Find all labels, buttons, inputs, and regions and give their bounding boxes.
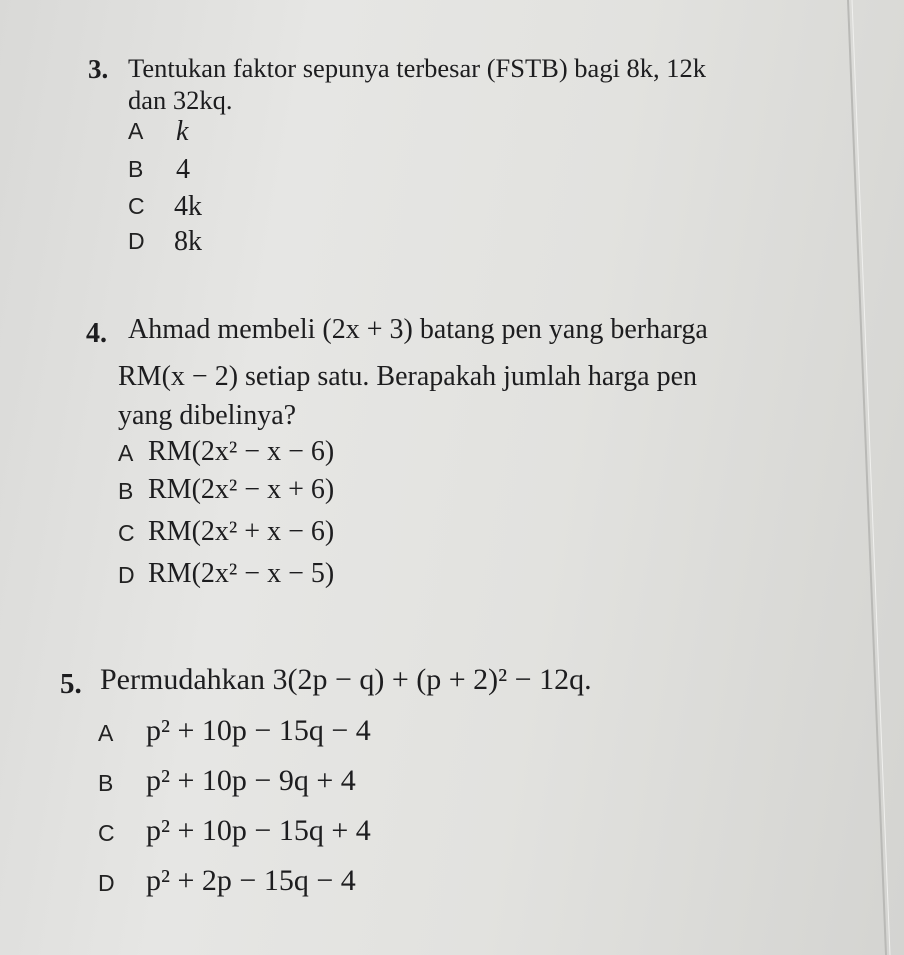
option-text: k bbox=[176, 116, 189, 147]
option-text: 4 bbox=[176, 154, 190, 185]
option-letter: D bbox=[118, 562, 135, 588]
question-stem bbox=[128, 80, 233, 120]
option-text: RM(2x² − x − 6) bbox=[148, 436, 335, 467]
question-stem: Permudahkan 3(2p − q) + (p + 2)² − 12q. bbox=[100, 663, 592, 696]
option-text: p² + 10p − 15q − 4 bbox=[146, 714, 371, 747]
question-number: 4. bbox=[86, 318, 107, 349]
option-letter: A bbox=[98, 720, 114, 746]
option-text: 8k bbox=[174, 226, 202, 257]
option-text: p² + 10p − 15q + 4 bbox=[146, 814, 371, 847]
option-letter: B bbox=[118, 478, 134, 504]
option-text: p² + 10p − 9q + 4 bbox=[146, 764, 356, 797]
option-text: p² + 2p − 15q − 4 bbox=[146, 864, 356, 897]
option-letter: A bbox=[128, 118, 144, 144]
option-letter: D bbox=[128, 228, 145, 254]
option-text: RM(2x² − x − 5) bbox=[148, 558, 335, 589]
question-stem-line-3: yang dibelinya? bbox=[118, 400, 297, 431]
question-stem-line-2: RM(x − 2) setiap satu. Berapakah jumlah harga pen bbox=[118, 361, 698, 392]
option-letter: C bbox=[118, 520, 135, 546]
option-letter: C bbox=[128, 193, 145, 219]
option-text: RM(2x² − x + 6) bbox=[148, 474, 335, 505]
option-letter: B bbox=[98, 770, 114, 796]
question-stem-line-1: Ahmad membeli (2x + 3) batang pen yang berharga bbox=[128, 314, 708, 345]
option-letter: C bbox=[98, 820, 115, 846]
option-letter: D bbox=[98, 870, 115, 896]
option-letter: B bbox=[128, 156, 144, 182]
option-text: 4k bbox=[174, 191, 202, 222]
option-text: RM(2x² + x − 6) bbox=[148, 516, 335, 547]
option-letter: A bbox=[118, 440, 134, 466]
question-number: 3. bbox=[88, 54, 109, 84]
question-stem-line-2: dan 32kq. bbox=[128, 85, 233, 115]
question-number: 5. bbox=[60, 668, 82, 700]
question-stem-line-1: Tentukan faktor sepunya terbesar (FSTB) bagi 8k, 12k bbox=[128, 53, 707, 83]
